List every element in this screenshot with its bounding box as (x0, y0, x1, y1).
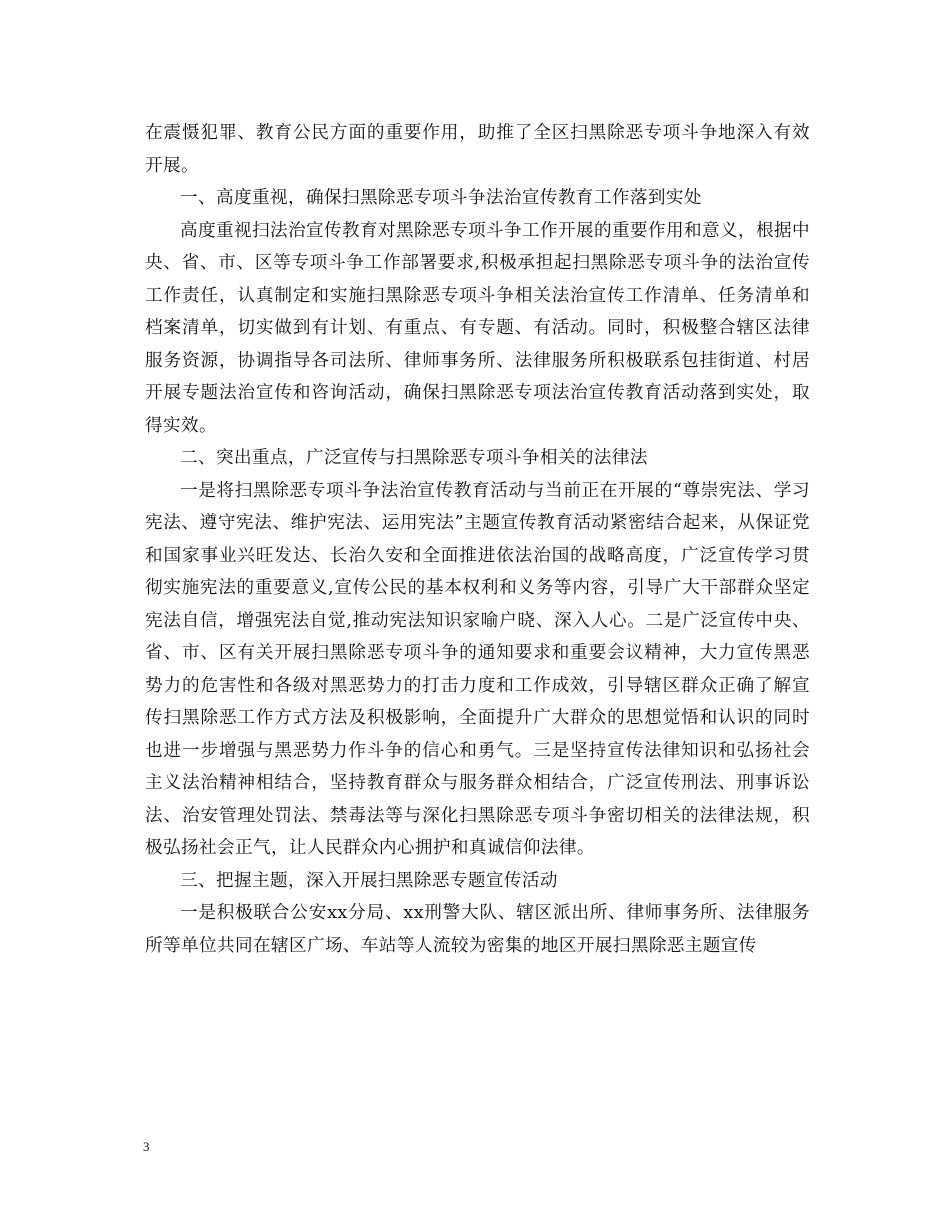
paragraph-section-2: 一是将扫黑除恶专项斗争法治宣传教育活动与当前正在开展的“尊崇宪法、学习宪法、遵守宪法、维护宪法、运用宪法”主题宣传教育活动紧密结合起来，从保证党和国家事业兴旺发达、长治久安和全面推进依法治国的战略高度，广泛宣传学习贯彻实施宪法的重要意义,宣传公民的基本权利和义务等内容，引导广大干部群众坚定宪法自信，增强宪法自觉,推动宪法知识家喻户晓、深入人心。二是广泛宣传中央、省、市、区有关开展扫黑除恶专项斗争的通知要求和重要会议精神，大力宣传黑恶势力的危害性和各级对黑恶势力的打击力度和工作成效，引导辖区群众正确了解宣传扫黑除恶工作方式方法及积极影响，全面提升广大群众的思想觉悟和认识的同时也进一步增强与黑恶势力作斗争的信心和勇气。三是坚持宣传法律知识和弘扬社会主义法治精神相结合，坚持教育群众与服务群众相结合，广泛宣传刑法、刑事诉讼法、治安管理处罚法、禁毒法等与深化扫黑除恶专项斗争密切相关的法律法规，积极弘扬社会正气，让人民群众内心拥护和真诚信仰法律。 (145, 480, 810, 858)
section-heading-3: 三、把握主题，深入开展扫黑除恶专题宣传活动 (180, 870, 558, 891)
document-body (145, 117, 810, 962)
section-heading-2: 二、突出重点，广泛宣传与扫黑除恶专项斗争相关的法律法 (180, 448, 648, 468)
paragraph-section-3: 一是积极联合公安xx分局、xx刑警大队、辖区派出所、律师事务所、法律服务所等单位共同在辖区广场、车站等人流较为密集的地区开展扫黑除恶主题宣传 (145, 903, 810, 956)
paragraph-section-1: 高度重视扫法治宣传教育对黑除恶专项斗争工作开展的重要作用和意义，根据中央、省、市、区等专项斗争工作部署要求,积极承担起扫黑除恶专项斗争的法治宣传工作责任，认真制定和实施扫黑除恶专项斗争相关法治宣传工作清单、任务清单和档案清单，切实做到有计划、有重点、有专题、有活动。同时，积极整合辖区法律服务资源，协调指导各司法所、律师事务所、法律服务所积极联系包挂街道、村居开展专题法治宣传和咨询活动，确保扫黑除恶专项法治宣传教育活动落到实处，取得实效。 (145, 220, 810, 436)
page-number: 3 (143, 1139, 150, 1154)
paragraph-continuation: 在震慑犯罪、教育公民方面的重要作用，助推了全区扫黑除恶专项斗争地深入有效开展。 (145, 123, 810, 176)
section-heading-1: 一、高度重视，确保扫黑除恶专项斗争法治宣传教育工作落到实处 (180, 188, 702, 208)
